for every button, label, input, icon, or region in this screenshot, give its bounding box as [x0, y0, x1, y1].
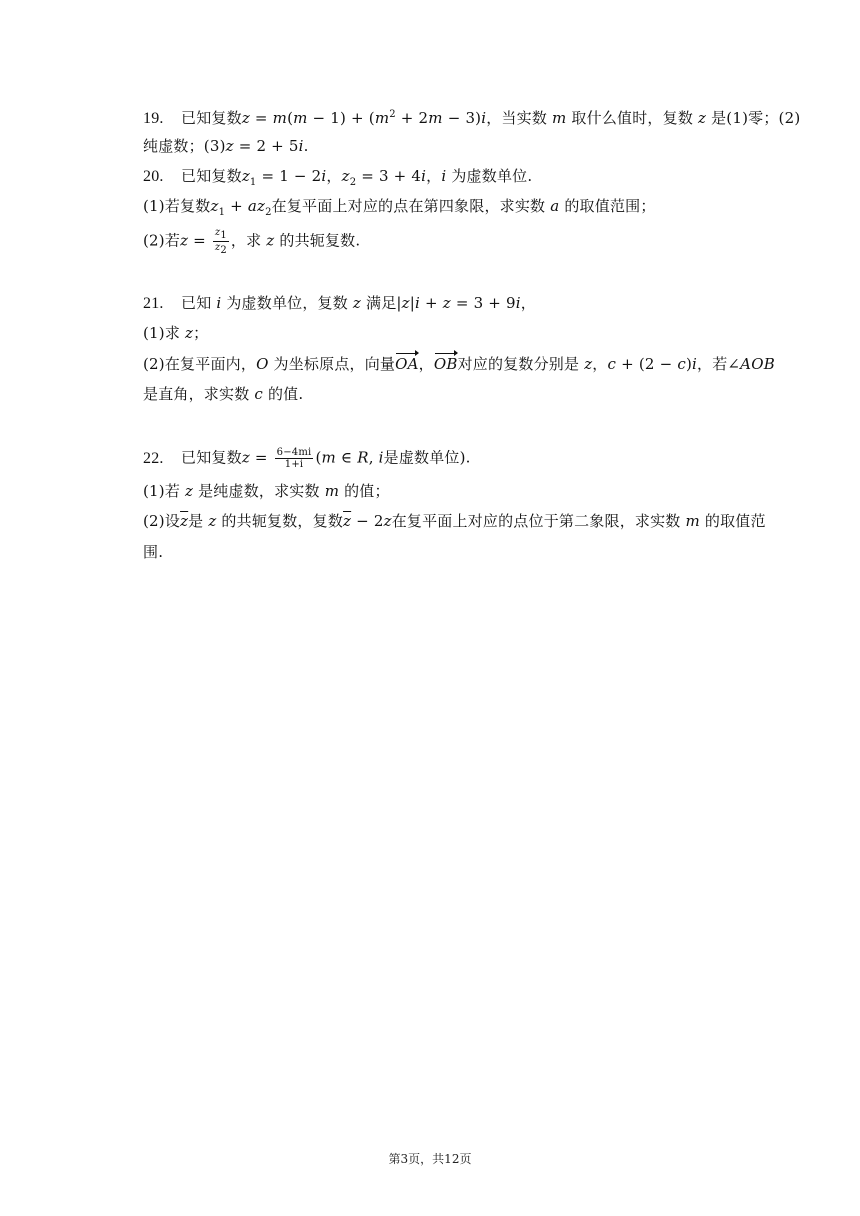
q20-line-1: 20. 已知复数$z_1 = 1 - 2i$，$z_2 = 3 + 4i$，i 为虚数单位.	[143, 167, 533, 188]
q20-line-3: (2)若z = $\frac{z_1}{z_2}$ ，求 z 的共轭复数.	[143, 227, 361, 256]
q21-line-1: 21. 已知 i 为虚数单位，复数 z 满足|z|i + z = 3 + 9i，	[143, 294, 536, 312]
fraction-6-4mi-over-1-i: $\frac{6-4mi}{1+i}$	[276, 447, 312, 470]
q21-line-4: 是直角，求实数 c 的值.	[143, 385, 304, 403]
q22-line-4: 围.	[143, 543, 164, 561]
q22-line-2: (1)若 z 是纯虚数，求实数 m 的值；	[143, 482, 390, 500]
q22-number: 22.	[143, 449, 164, 467]
page-footer: 第3页，共12页	[388, 1152, 472, 1166]
q22-line-1: 22. 已知复数z = $\frac{6-4mi}{1+i}$ (m ∈ R, i是虚数单位).	[143, 447, 471, 470]
vector-oa: OA	[395, 355, 419, 373]
q21-line-3: (2)在复平面内，O 为坐标原点，向量OA，OB对应的复数分别是 z，c + (2 − c)i，若∠AOB	[143, 355, 775, 373]
q19-line-2: 纯虚数；(3)z = 2 + 5i.	[143, 137, 309, 155]
q21-number: 21.	[143, 295, 164, 312]
q22-line-3: (2)设$\overline{z}$是 z 的共轭复数，复数$\overline{z} - 2z$在复平面上对应的点位于第二象限，求实数 m 的取值范	[143, 512, 766, 530]
q20-line-2: (1)若复数$z_1 + az_2$在复平面上对应的点在第四象限，求实数 a 的取值范围；	[143, 197, 656, 218]
q19-line-1: 19. 已知复数$z = m(m - 1) + (m^2 + 2m - 3)i$，当实数 m 取什么值时，复数 z 是(1)零；(2)	[143, 109, 801, 127]
q20-number: 20.	[143, 168, 164, 185]
q19-number: 19.	[143, 110, 164, 127]
q21-line-2: (1)求 z；	[143, 324, 209, 342]
vector-ob: OB	[433, 355, 458, 373]
fraction-z1-over-z2: $\frac{z_1}{z_2}$	[214, 227, 227, 256]
